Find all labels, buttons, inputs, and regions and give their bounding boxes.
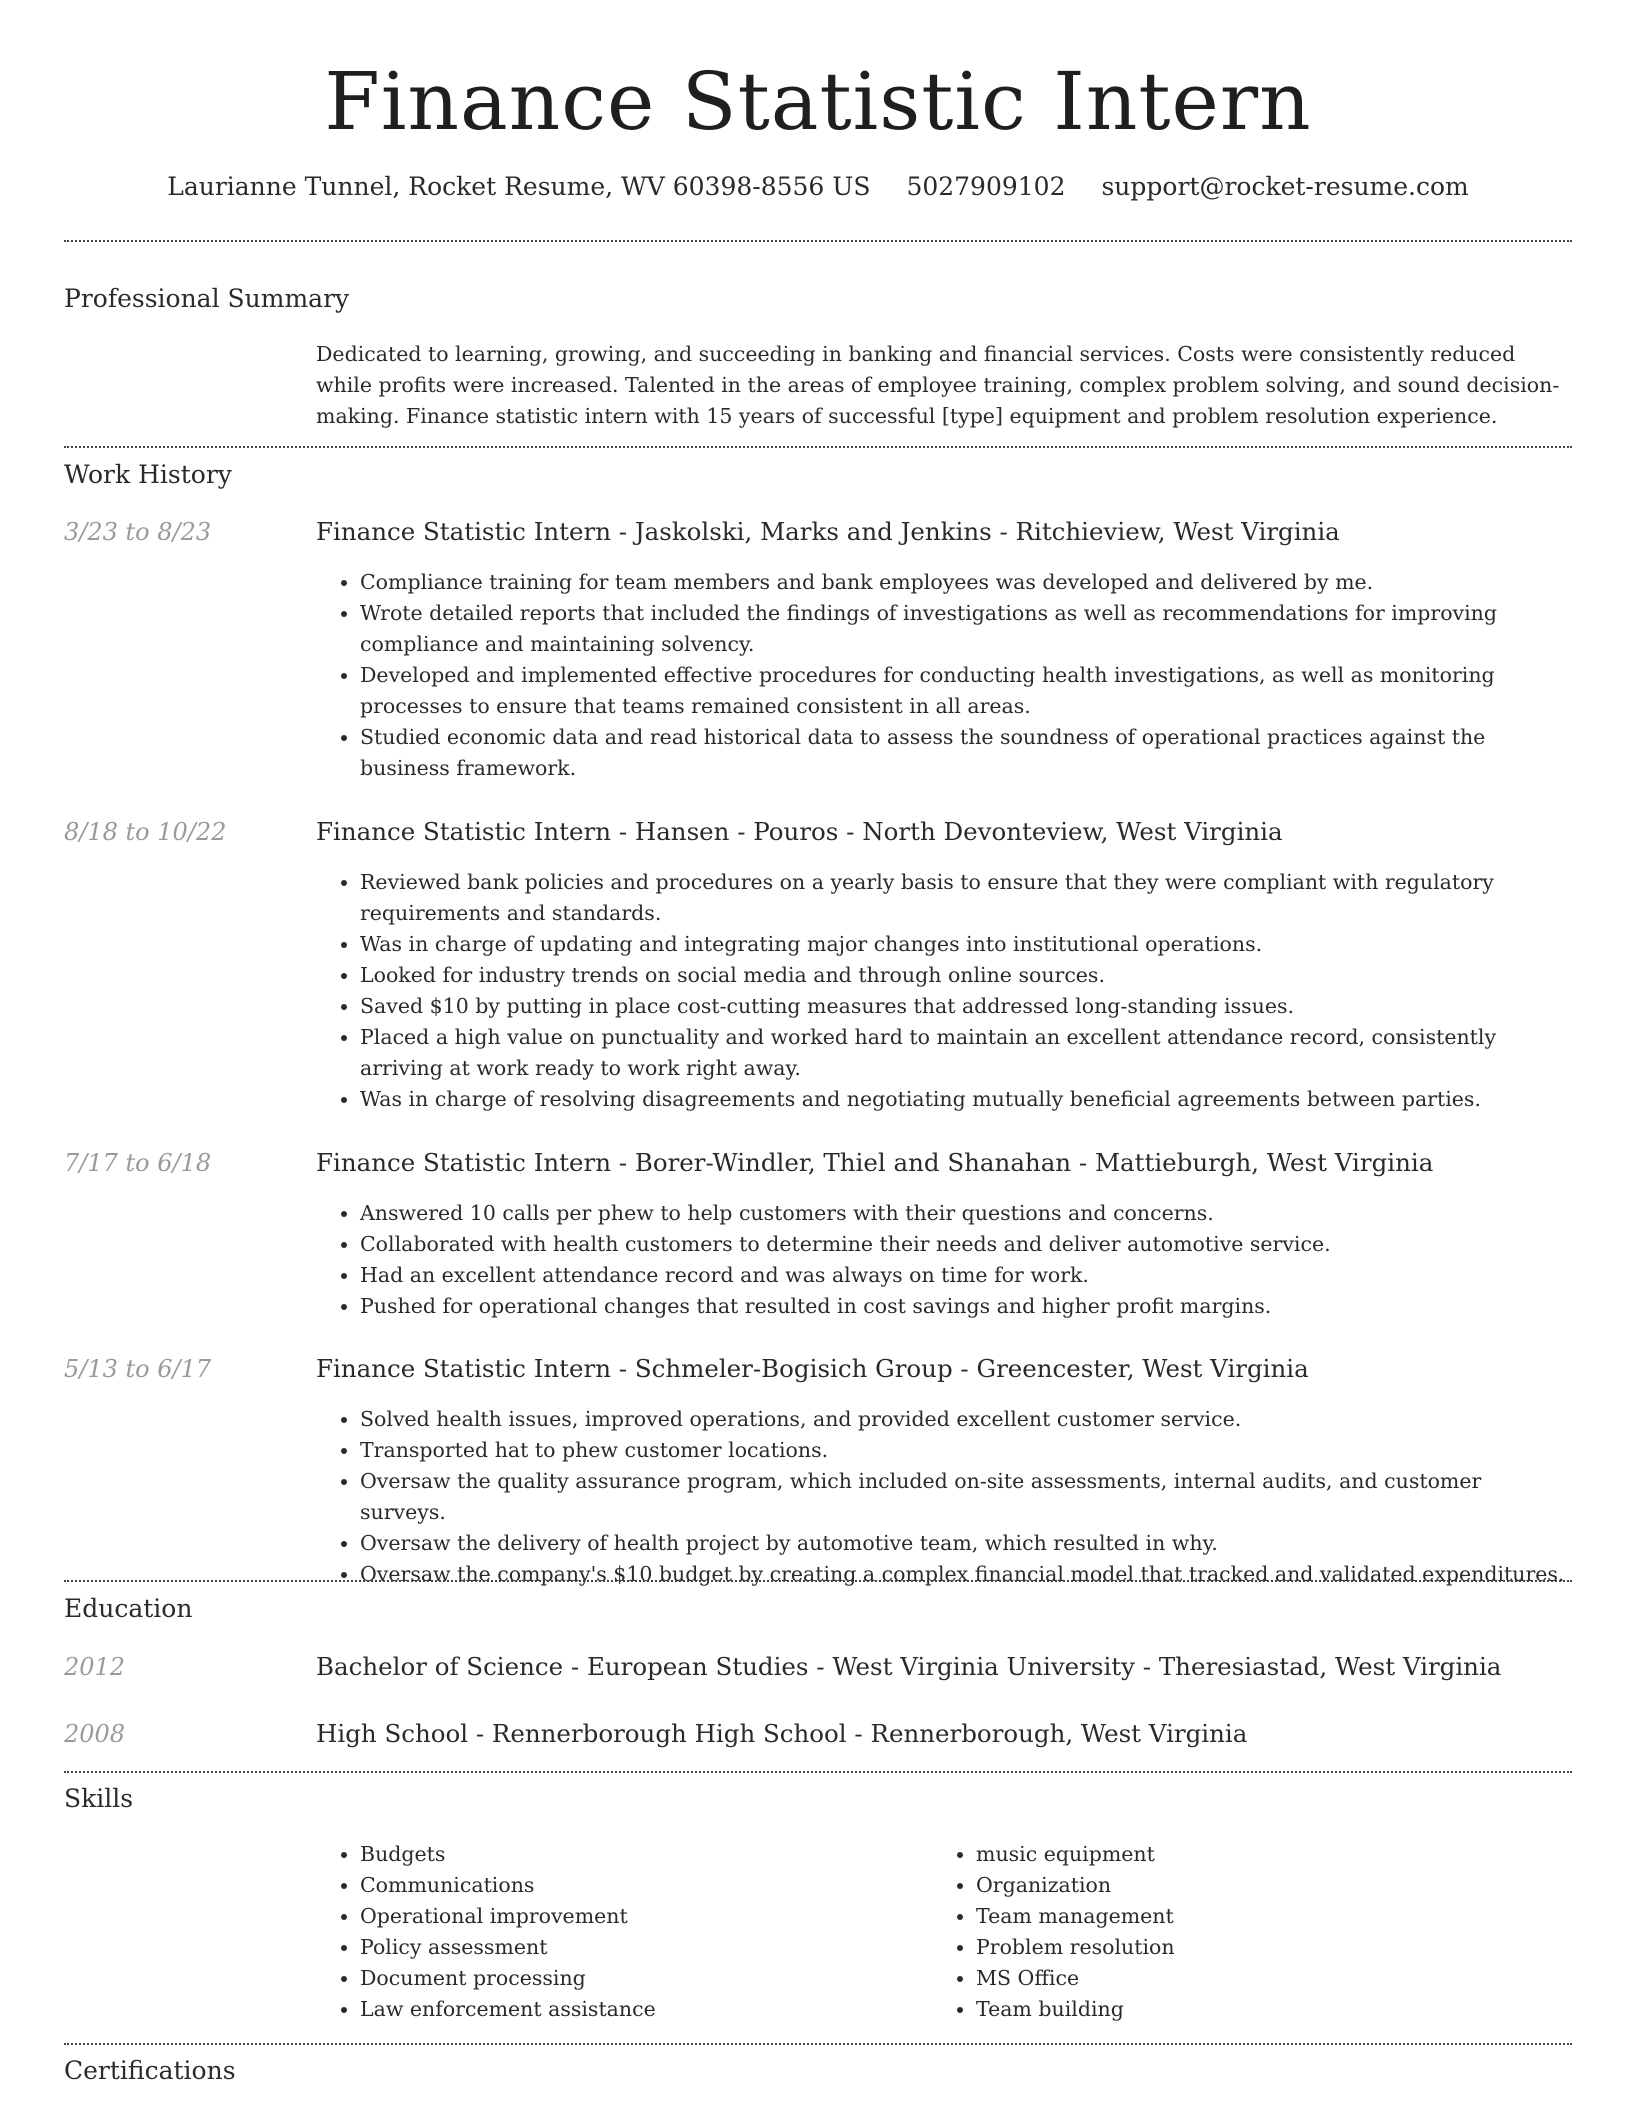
education-year: 2008 bbox=[64, 1720, 126, 1748]
list-item: • Solved health issues, improved operations, and provided excellent customer service. bbox=[360, 1404, 1572, 1435]
skill-item: • Problem resolution bbox=[976, 1932, 1576, 1963]
list-item: • Was in charge of resolving disagreements and negotiating mutually beneficial agreements between parties. bbox=[360, 1084, 1572, 1115]
contact-email: support@rocket-resume.com bbox=[1101, 172, 1469, 201]
education-heading: Education bbox=[64, 1594, 193, 1623]
skills-list-right bbox=[932, 1839, 1576, 2025]
skill-item: • music equipment bbox=[976, 1839, 1576, 1870]
list-item: • Saved $10 by putting in place cost-cutting measures that addressed long-standing issues. bbox=[360, 991, 1572, 1022]
job-dates: 7/17 to 6/18 bbox=[64, 1149, 212, 1177]
contact-phone: 5027909102 bbox=[906, 172, 1066, 201]
job-dates: 8/18 to 10/22 bbox=[64, 818, 227, 846]
list-item: • Oversaw the delivery of health project by automotive team, which resulted in why. bbox=[360, 1528, 1572, 1559]
list-item: • Placed a high value on punctuality and worked hard to maintain an excellent attendance record, consistently arriving at work ready to work right away. bbox=[360, 1022, 1572, 1084]
list-item: • Oversaw the company's $10 budget by creating a complex financial model that tracked and validated expenditures. bbox=[360, 1559, 1572, 1590]
section-divider bbox=[64, 240, 1572, 242]
contact-line bbox=[64, 170, 1572, 204]
list-item: • Pushed for operational changes that resulted in cost savings and higher profit margins. bbox=[360, 1291, 1572, 1322]
section-divider bbox=[64, 1580, 1572, 1582]
job-title: Finance Statistic Intern - Jaskolski, Marks and Jenkins - Ritchieview, West Virginia bbox=[316, 517, 1340, 546]
education-year: 2012 bbox=[64, 1653, 126, 1681]
section-divider bbox=[64, 2043, 1572, 2045]
list-item: • Developed and implemented effective procedures for conducting health investigations, as well as monitoring processes to ensure that teams remained consistent in all areas. bbox=[360, 660, 1572, 722]
skill-item: • Law enforcement assistance bbox=[360, 1994, 930, 2025]
list-item: • Studied economic data and read historical data to assess the soundness of operational practices against the business framework. bbox=[360, 722, 1572, 784]
job-title: Finance Statistic Intern - Schmeler-Bogisich Group - Greencester, West Virginia bbox=[316, 1354, 1309, 1383]
list-item: • Answered 10 calls per phew to help customers with their questions and concerns. bbox=[360, 1198, 1572, 1229]
section-divider bbox=[64, 446, 1572, 448]
list-item: • Looked for industry trends on social media and through online sources. bbox=[360, 960, 1572, 991]
list-item: • Compliance training for team members and bank employees was developed and delivered by me. bbox=[360, 567, 1572, 598]
page-title: Finance Statistic Intern bbox=[324, 55, 1312, 148]
work-history-heading: Work History bbox=[64, 460, 232, 489]
skill-item: • Communications bbox=[360, 1870, 930, 1901]
skill-item: • Team management bbox=[976, 1901, 1576, 1932]
summary-heading: Professional Summary bbox=[64, 284, 350, 313]
job-bullets bbox=[316, 1198, 1572, 1322]
job-bullets bbox=[316, 567, 1572, 784]
job-bullets bbox=[316, 1404, 1572, 1590]
list-item: • Was in charge of updating and integrating major changes into institutional operations. bbox=[360, 929, 1572, 960]
education-entry: High School - Rennerborough High School - Rennerborough, West Virginia bbox=[316, 1719, 1248, 1748]
job-title: Finance Statistic Intern - Hansen - Pouros - North Devonteview, West Virginia bbox=[316, 817, 1283, 846]
skills-heading: Skills bbox=[64, 1784, 134, 1813]
list-item: • Oversaw the quality assurance program, which included on-site assessments, internal audits, and customer surveys. bbox=[360, 1466, 1572, 1528]
list-item: • Had an excellent attendance record and was always on time for work. bbox=[360, 1260, 1572, 1291]
skill-item: • Operational improvement bbox=[360, 1901, 930, 1932]
summary-text: Dedicated to learning, growing, and succeeding in banking and financial services. Costs were consistently reduced while profits were increased. Talented in the areas of employee training, complex problem solving, and sound decision-making. Finance statistic intern with 15 years of successful [type] equipment and problem resolution experience. bbox=[316, 342, 1560, 428]
job-dates: 3/23 to 8/23 bbox=[64, 518, 212, 546]
skills-list-left bbox=[316, 1839, 930, 2025]
education-entry: Bachelor of Science - European Studies - West Virginia University - Theresiastad, West Virginia bbox=[316, 1652, 1502, 1681]
job-title: Finance Statistic Intern - Borer-Windler, Thiel and Shanahan - Mattieburgh, West Virginia bbox=[316, 1148, 1434, 1177]
skill-item: • Budgets bbox=[360, 1839, 930, 1870]
section-divider bbox=[64, 1771, 1572, 1773]
job-dates: 5/13 to 6/17 bbox=[64, 1355, 212, 1383]
list-item: • Transported hat to phew customer locations. bbox=[360, 1435, 1572, 1466]
skill-item: • MS Office bbox=[976, 1963, 1576, 1994]
list-item: • Wrote detailed reports that included the findings of investigations as well as recommendations for improving compliance and maintaining solvency. bbox=[360, 598, 1572, 660]
skill-item: • Policy assessment bbox=[360, 1932, 930, 1963]
job-bullets bbox=[316, 867, 1572, 1115]
skill-item: • Team building bbox=[976, 1994, 1576, 2025]
certifications-heading: Certifications bbox=[64, 2056, 236, 2085]
list-item: • Reviewed bank policies and procedures on a yearly basis to ensure that they were compliant with regulatory requirements and standards. bbox=[360, 867, 1572, 929]
contact-address: Laurianne Tunnel, Rocket Resume, WV 60398-8556 US bbox=[167, 172, 871, 201]
skill-item: • Document processing bbox=[360, 1963, 930, 1994]
list-item: • Collaborated with health customers to determine their needs and deliver automotive service. bbox=[360, 1229, 1572, 1260]
skill-item: • Organization bbox=[976, 1870, 1576, 1901]
